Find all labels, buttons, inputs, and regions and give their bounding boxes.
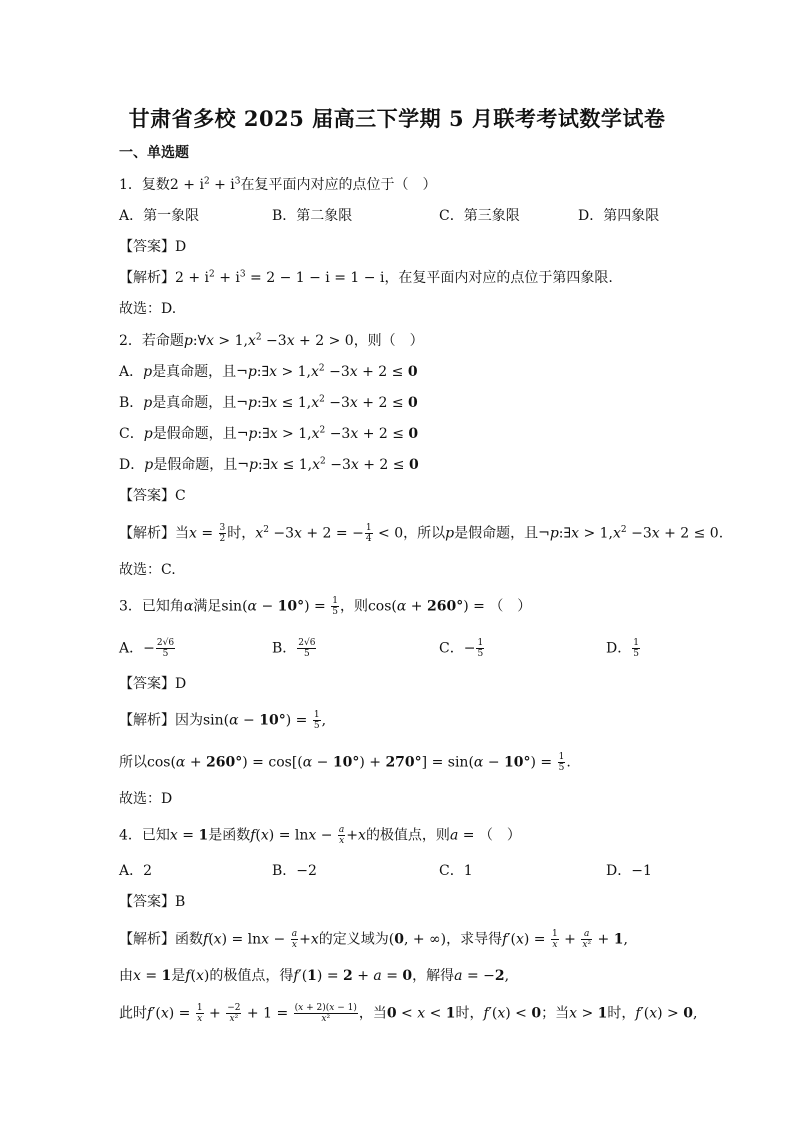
q3-option-b: B． $\frac{2√6}{5}$	[272, 638, 316, 659]
page-title: 甘肃省多校 2025 届高三下学期 5 月联考考试数学试卷	[128, 106, 666, 131]
q2-option-d: D．p是假命题，且¬p:∃x ≤ $1,x^2 -3x + 2 \le 0$	[119, 456, 419, 473]
question-4-stem: 4．已知x = 1是函数f(x) = lnx − $\frac{a}{x}$ +x的极值点，则a = （ ）	[119, 825, 521, 846]
q4-explanation-2: 由x = 1是f(x)的极值点，得f′(1) = 2 + a = 0，解得a = −2,	[119, 968, 510, 984]
q1-conclusion: 故选：D.	[119, 301, 177, 317]
q2-answer: 【答案】C	[119, 488, 186, 504]
question-1-stem: 1．复数$2 + i^2 + i^3$在复平面内对应的点位于（ ）	[119, 176, 437, 193]
section-heading: 一、单选题	[119, 145, 189, 161]
q3-option-c: C．− $\frac{1}{5}$	[439, 638, 484, 659]
q2-option-b: B．p是真命题，且¬p:∃x ≤ $1,x^2 -3x + 2 \le 0$	[119, 394, 418, 411]
q4-option-d: D．−1	[606, 863, 652, 879]
question-3-stem: 3．已知角α满足sin(α − 10°) = $\frac{1}{5}$ ，则cos(α + 260°) = （ ）	[119, 596, 532, 617]
q2-conclusion: 故选：C.	[119, 562, 176, 578]
q4-option-b: B．−2	[272, 863, 317, 879]
q4-option-c: C．1	[439, 863, 473, 879]
q2-option-a: A．p是真命题，且¬p:∃x > $1,x^2 -3x + 2 \le 0$	[119, 363, 418, 380]
q1-option-a: A．第一象限	[119, 208, 200, 224]
q3-conclusion: 故选：D	[119, 791, 173, 807]
q3-option-a: A．− $\frac{2√6}{5}$	[119, 638, 175, 659]
q4-explanation-3: 此时f′(x) = $\frac{1}{x}$ + $\frac{-2}{\text{x²}}$ + 1 = $\frac{(x + 2)(x - 1)}{\text{x²}}$ ，当0 < x < 1时，f′(x) < 0；当x > 1时，f′(x) > 0,	[119, 1003, 698, 1024]
q4-explanation: 【解析】函数f(x) = lnx − $\frac{a}{x}$ +x的定义域为(0, + ∞)，求导得f′(x) = $\frac{1}{x}$ + $\frac{a}{\text{x²}}$ + 1,	[119, 929, 628, 950]
q3-explanation-2: 所以cos(α + 260°) = cos[(α − 10°) + 270°] = sin(α − 10°) = $\frac{1}{5}$ .	[119, 752, 571, 773]
q1-explanation: 【解析】$2 + i^2 + i^3 = 2 - 1 - i = 1 - i$，在复平面内对应的点位于第四象限.	[119, 269, 613, 286]
q1-answer: 【答案】D	[119, 239, 187, 255]
q3-option-d: D． $\frac{1}{5}$	[606, 638, 639, 659]
q2-option-c: C．p是假命题，且¬p:∃x > $1,x^2 -3x + 2 \le 0$	[119, 425, 419, 442]
q1-option-d: D．第四象限	[578, 208, 660, 224]
q1-option-b: B．第二象限	[272, 208, 353, 224]
question-2-stem: 2．若命题p:∀x > $1,x^2 -3x + 2 > 0$，则（ ）	[119, 332, 424, 349]
q1-option-c: C．第三象限	[439, 208, 520, 224]
q3-answer: 【答案】D	[119, 676, 187, 692]
q4-answer: 【答案】B	[119, 894, 186, 910]
q3-explanation: 【解析】因为sin(α − 10°) = $\frac{1}{5}$ ,	[119, 710, 327, 731]
q4-option-a: A．2	[119, 863, 153, 879]
q2-explanation: 【解析】当x = $\frac{3}{2}$ 时，$x^2 -3x + 2$ = − $\frac{1}{4}$ < 0，所以p是假命题，且¬p:∃x > $1,x^2 -3x + 2 \le 0$.	[119, 523, 724, 544]
